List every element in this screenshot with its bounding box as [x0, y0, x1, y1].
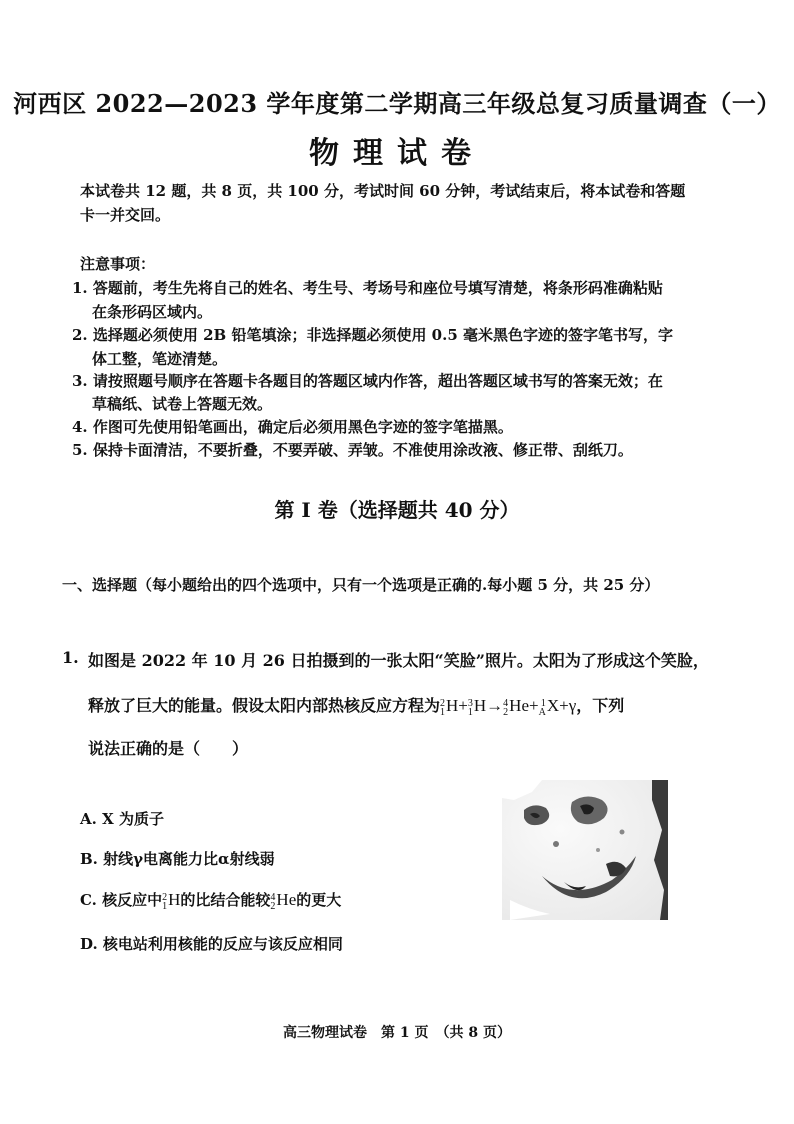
option-c-isotope-h: 2 1 H	[162, 890, 181, 912]
nuclear-equation: 2 1 H+ 3 1 H→ 4 2 He+ 1 A X+γ	[440, 696, 577, 718]
question-line-2-suffix: ，下列	[576, 696, 625, 715]
isotope-deuterium-numbers: 2 1	[440, 698, 446, 718]
option-d: D. 核电站利用核能的反应与该反应相同	[80, 935, 343, 953]
notice-item-3: 3. 请按照题号顺序在答题卡各题目的答题区域内作答，超出答题区域书写的答案无效；在	[72, 372, 663, 390]
notice-item-2-cont: 体工整，笔迹清楚。	[92, 350, 228, 368]
page-footer: 高三物理试卷 第 1 页 （共 8 页）	[283, 1025, 511, 1041]
intro-line-1: 本试卷共 12 题，共 8 页，共 100 分，考试时间 60 分钟，考试结束后，将本试卷和答题	[80, 182, 686, 200]
question-line-1: 如图是 2022 年 10 月 26 日拍摄到的一张太阳“笑脸”照片。太阳为了形成这个笑脸，	[88, 651, 709, 670]
notice-title: 注意事项：	[80, 255, 156, 273]
notice-item-4: 4. 作图可先使用铅笔画出，确定后必须用黑色字迹的签字笔描黑。	[72, 418, 513, 436]
notice-item-1-cont: 在条形码区域内。	[92, 303, 213, 321]
option-b: B. 射线γ电离能力比α射线弱	[80, 850, 275, 868]
part-title: 第 I 卷（选择题共 40 分）	[274, 498, 520, 522]
isotope-helium-numbers: 4 2	[503, 698, 509, 718]
option-c: C. 核反应中 2 1 H的比结合能较 4 2 He的更大	[80, 890, 342, 912]
notice-item-1: 1. 答题前，考生先将自己的姓名、考生号、考场号和座位号填写清楚，将条形码准确粘贴	[72, 279, 663, 297]
notice-item-3-cont: 草稿纸、试卷上答题无效。	[92, 395, 273, 413]
option-a: A. X 为质子	[80, 810, 164, 828]
reaction-arrow: →	[486, 696, 504, 715]
sun-smiley-photo	[502, 780, 668, 920]
intro-line-2: 卡一并交回。	[80, 206, 171, 224]
notice-item-5: 5. 保持卡面清洁，不要折叠，不要弄破、弄皱。不准使用涂改液、修正带、刮纸刀。	[72, 441, 633, 459]
gamma-symbol: γ	[568, 696, 577, 715]
isotope-helium-symbol: He	[509, 696, 529, 715]
isotope-tritium-numbers: 3 1	[467, 698, 473, 718]
isotope-x-numbers: 1 A	[538, 698, 546, 718]
isotope-x-symbol: X	[546, 696, 560, 715]
section-title: 一、选择题（每小题给出的四个选项中，只有一个选项是正确的.每小题 5 分，共 25 分）	[62, 576, 660, 594]
question-number: 1.	[62, 648, 79, 667]
question-line-2-prefix: 释放了巨大的能量。假设太阳内部热核反应方程为	[88, 696, 441, 715]
isotope-deuterium-symbol: H	[446, 696, 459, 715]
subject-title: 物理试卷	[309, 136, 485, 171]
question-line-3: 说法正确的是（ ）	[88, 739, 249, 758]
isotope-tritium-symbol: H	[473, 696, 487, 715]
notice-item-2: 2. 选择题必须使用 2B 铅笔填涂；非选择题必须使用 0.5 毫米黑色字迹的签字笔书写，字	[72, 326, 673, 344]
option-c-isotope-he: 4 2 He	[270, 890, 297, 912]
question-line-2	[88, 693, 624, 717]
exam-title: 河西区 2022—2023 学年度第二学期高三年级总复习质量调查（一）	[13, 89, 781, 118]
